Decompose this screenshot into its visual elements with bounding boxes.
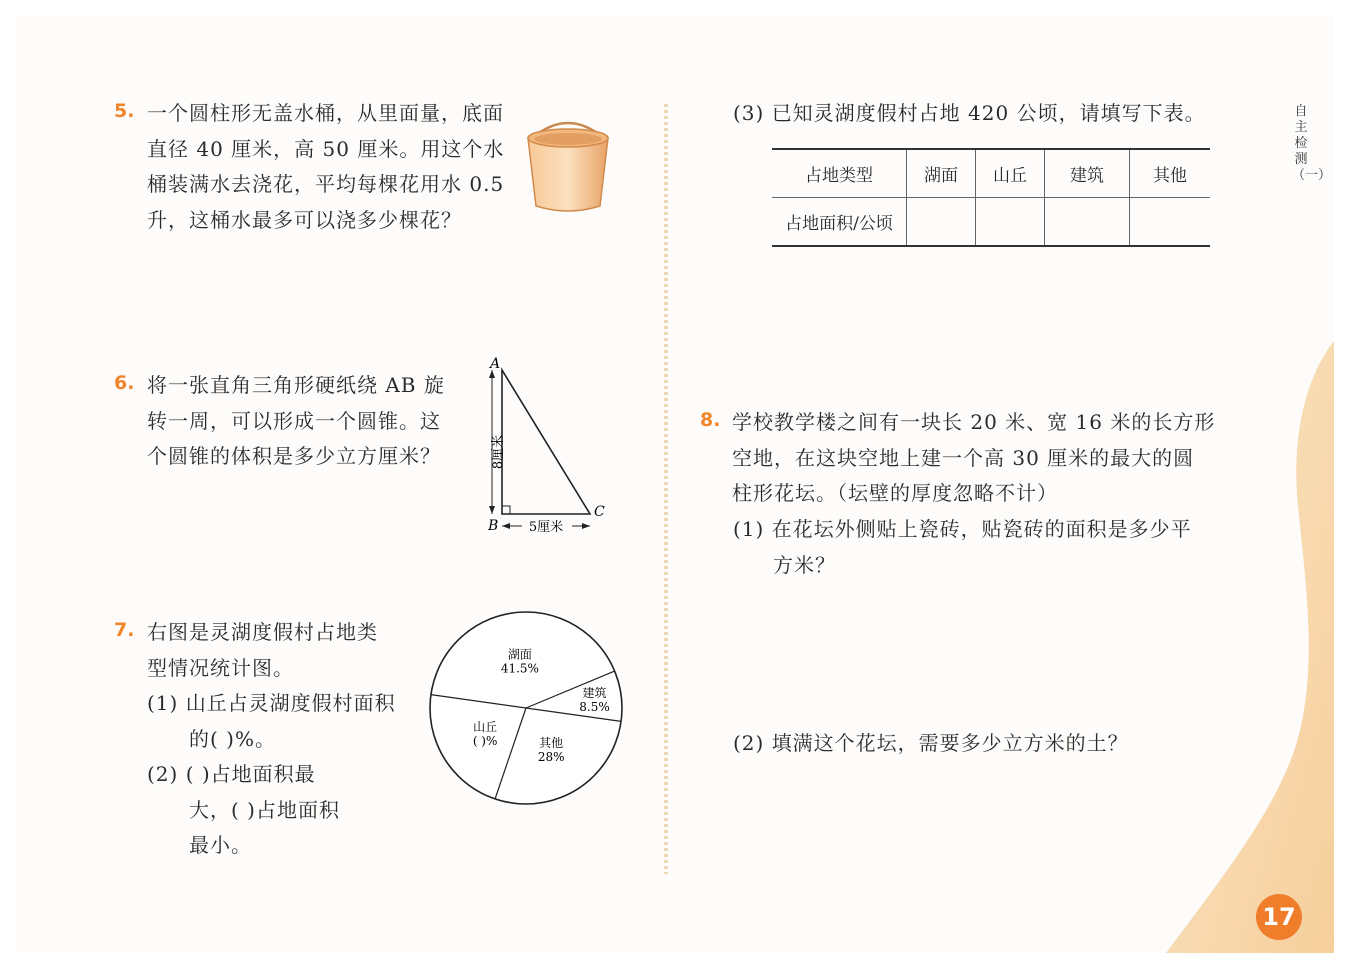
q6-text — [147, 368, 445, 475]
q6-line: 转一周，可以形成一个圆锥。这 — [147, 408, 441, 433]
pie-value-lake: 41.5% — [500, 661, 539, 676]
table-header-cell: 其他 — [1130, 149, 1211, 198]
q7-sub2 — [147, 757, 340, 864]
table-header-cell: 占地类型 — [772, 149, 907, 198]
section-title-vertical: 自主检测（一） — [1292, 104, 1332, 183]
pie-value-building: 8.5% — [579, 700, 610, 715]
q7-sub2-line: 大，( )占地面积 — [189, 797, 340, 822]
q7-sub2-line: 最小。 — [189, 833, 252, 857]
q7-line: 型情况统计图。 — [147, 655, 294, 680]
table-header-row — [772, 149, 1210, 198]
q6-line: 将一张直角三角形硬纸绕 AB 旋 — [147, 373, 445, 397]
table-header-cell: 山丘 — [976, 149, 1045, 198]
q5-line: 直径 40 厘米，高 50 厘米。用这个水 — [147, 136, 505, 161]
land-area-table — [772, 148, 1210, 247]
answer-cell[interactable] — [907, 198, 976, 247]
answer-cell[interactable] — [1045, 198, 1130, 247]
pie-label-other: 其他 — [539, 735, 564, 750]
q7-sub3: (3) 已知灵湖度假村占地 420 公顷，请填写下表。 — [733, 101, 1206, 125]
q7-sub1 — [147, 686, 396, 757]
pie-label-lake: 湖面 — [507, 647, 532, 662]
bucket-illustration — [524, 112, 612, 216]
answer-cell[interactable] — [976, 198, 1045, 247]
table-header-cell: 湖面 — [907, 149, 976, 198]
pie-label-hill: 山丘 — [473, 720, 498, 735]
answer-cell[interactable] — [1130, 198, 1211, 247]
table-header-cell: 建筑 — [1045, 149, 1130, 198]
table-row — [772, 198, 1210, 247]
q8-line: 空地，在这块空地上建一个高 30 厘米的最大的圆 — [732, 445, 1195, 470]
q7-text — [147, 615, 378, 686]
q8-sub1-line: 方米？ — [773, 552, 836, 577]
q6-number: 6. — [114, 372, 135, 394]
q7-number: 7. — [114, 619, 135, 641]
base-label: 5厘米 — [528, 520, 564, 535]
triangle-figure — [478, 356, 618, 536]
q5-line: 桶装满水去浇花，平均每棵花用水 0.5 — [147, 172, 505, 196]
workbook-page — [16, 16, 1334, 953]
page-number: 17 — [1256, 894, 1302, 940]
q8-line: 学校教学楼之间有一块长 20 米、宽 16 米的长方形 — [732, 410, 1216, 434]
q7-line: 右图是灵湖度假村占地类 — [147, 620, 378, 644]
pie-value-hill: ( )% — [472, 734, 498, 749]
q8-sub1-line: (1) 在花坛外侧贴上瓷砖，贴瓷砖的面积是多少平 — [733, 517, 1192, 541]
vertex-a-label: A — [490, 356, 501, 372]
q8-sub2: (2) 填满这个花坛，需要多少立方米的土？ — [733, 731, 1129, 755]
q7-sub2-line: (2) ( )占地面积最 — [147, 762, 316, 786]
table-row-label: 占地面积/公顷 — [772, 198, 907, 247]
q5-line: 一个圆柱形无盖水桶，从里面量，底面 — [147, 101, 504, 125]
q5-number: 5. — [114, 100, 135, 122]
land-use-pie-chart — [421, 608, 631, 808]
q5-text — [147, 96, 504, 238]
q8-number: 8. — [700, 409, 721, 431]
q6-line: 个圆锥的体积是多少立方厘米？ — [147, 444, 441, 468]
q7-sub1-line: (1) 山丘占灵湖度假村面积 — [147, 691, 396, 715]
pie-value-other: 28% — [537, 749, 565, 764]
q5-line: 升，这桶水最多可以浇多少棵花？ — [147, 207, 462, 232]
height-label: 8厘米 — [491, 434, 506, 470]
column-divider — [664, 104, 668, 874]
pie-label-building: 建筑 — [582, 686, 607, 701]
q8-text — [732, 405, 1215, 512]
q7-sub1-line: 的( )%。 — [189, 726, 276, 751]
vertex-c-label: C — [594, 504, 605, 520]
vertex-b-label: B — [488, 518, 499, 534]
q8-line: 柱形花坛。（坛壁的厚度忽略不计） — [732, 481, 1058, 505]
q8-sub1 — [733, 512, 1192, 583]
